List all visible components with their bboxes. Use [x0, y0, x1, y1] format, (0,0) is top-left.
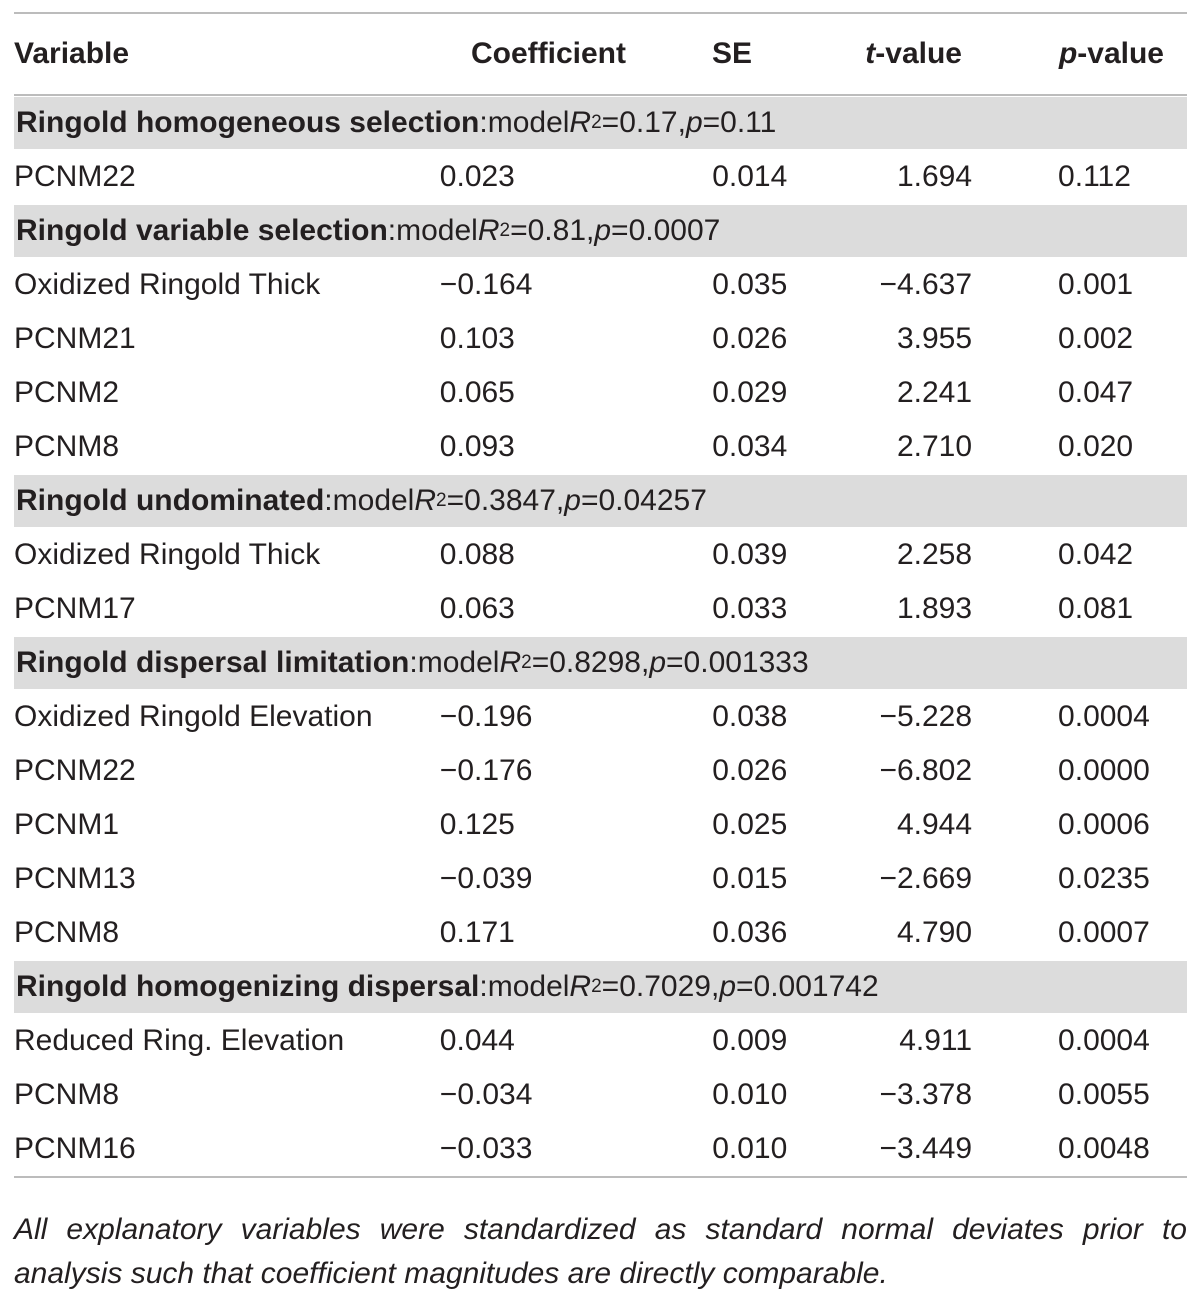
cell-p-value: 0.0235: [1058, 862, 1150, 895]
cell-variable: Reduced Ring. Elevation: [14, 1024, 345, 1057]
table-body: [14, 97, 1187, 1176]
cell-t-value: 1.893: [896, 592, 973, 625]
table-row: [14, 690, 1187, 744]
cell-se: 0.038: [712, 700, 788, 733]
table-row: [14, 258, 1187, 312]
cell-coefficient: 0.063: [439, 592, 515, 625]
r-squared-symbol: R: [414, 484, 437, 517]
cell-variable: PCNM13: [14, 862, 136, 895]
table-row: [14, 798, 1187, 852]
table-footnote: All explanatory variables were standardized as standard normal deviates prior to analysis such that coefficient magnitudes are directly comparable.: [14, 1213, 1187, 1290]
cell-se: 0.014: [712, 160, 788, 193]
group-r-squared: 0.81: [527, 214, 586, 247]
cell-t-value: −2.669: [879, 862, 973, 895]
cell-t-value: 1.694: [896, 160, 973, 193]
group-p-value: 0.001333: [683, 646, 809, 679]
cell-t-value: 3.955: [896, 322, 973, 355]
r-squared-symbol: R: [569, 106, 592, 139]
group-name: Ringold homogenizing dispersal: [16, 970, 480, 1003]
table-row: [14, 528, 1187, 582]
cell-coefficient: 0.044: [439, 1024, 515, 1057]
table-row: [14, 744, 1187, 798]
model-label: model: [332, 484, 415, 517]
model-label: model: [487, 106, 570, 139]
table-row: [14, 1068, 1187, 1122]
cell-t-value: −6.802: [879, 754, 973, 787]
cell-coefficient: −0.176: [439, 754, 533, 787]
table-row: [14, 1014, 1187, 1068]
cell-se: 0.039: [712, 538, 788, 571]
r-squared-symbol: R: [569, 970, 592, 1003]
cell-variable: Oxidized Ringold Thick: [14, 268, 321, 301]
cell-p-value: 0.0000: [1058, 754, 1150, 787]
cell-p-value: 0.112: [1058, 160, 1131, 193]
cell-p-value: 0.047: [1058, 376, 1134, 409]
cell-t-value: 2.258: [896, 538, 973, 571]
group-p-value: 0.0007: [628, 214, 721, 247]
cell-variable: Oxidized Ringold Elevation: [14, 700, 373, 733]
header-t-symbol: t: [865, 37, 876, 70]
cell-p-value: 0.001: [1058, 268, 1134, 301]
cell-p-value: 0.042: [1058, 538, 1134, 571]
cell-coefficient: 0.103: [439, 322, 515, 355]
group-name: Ringold homogeneous selection: [16, 106, 480, 139]
cell-t-value: −4.637: [879, 268, 973, 301]
table-row: [14, 150, 1187, 204]
cell-t-value: 4.911: [899, 1024, 973, 1057]
cell-p-value: 0.0004: [1058, 1024, 1150, 1057]
group-header-row: Ringold homogenizing dispersal : model R 2 = 0.7029 , p = 0.001742: [14, 961, 1187, 1013]
table-row: [14, 852, 1187, 906]
p-symbol: p: [594, 214, 612, 247]
cell-se: 0.025: [712, 808, 788, 841]
cell-variable: PCNM21: [14, 322, 136, 355]
cell-se: 0.010: [712, 1078, 788, 1111]
cell-coefficient: −0.034: [439, 1078, 533, 1111]
group-header-row: Ringold variable selection : model R 2 = 0.81 , p = 0.0007: [14, 205, 1187, 257]
p-symbol: p: [649, 646, 667, 679]
cell-t-value: 4.944: [896, 808, 973, 841]
header-coefficient: Coefficient: [470, 37, 626, 70]
cell-coefficient: 0.023: [439, 160, 515, 193]
group-p-value: 0.11: [720, 106, 777, 139]
header-p-symbol: p: [1058, 37, 1078, 70]
cell-se: 0.026: [712, 322, 788, 355]
cell-coefficient: −0.164: [439, 268, 533, 301]
cell-se: 0.026: [712, 754, 788, 787]
cell-p-value: 0.0055: [1058, 1078, 1150, 1111]
cell-variable: PCNM8: [14, 1078, 120, 1111]
table-row: [14, 582, 1187, 636]
group-r-squared: 0.3847: [464, 484, 556, 517]
header-t-suffix: -value: [875, 37, 962, 70]
table-row: [14, 366, 1187, 420]
group-r-squared: 0.7029: [619, 970, 711, 1003]
cell-variable: PCNM1: [14, 808, 120, 841]
header-p-suffix: -value: [1077, 37, 1164, 70]
group-p-value: 0.04257: [598, 484, 707, 517]
cell-t-value: 2.710: [896, 430, 973, 463]
cell-se: 0.035: [712, 268, 788, 301]
cell-p-value: 0.0004: [1058, 700, 1150, 733]
header-t-value: [752, 37, 962, 71]
cell-coefficient: −0.039: [439, 862, 533, 895]
model-label: model: [487, 970, 570, 1003]
group-name: Ringold variable selection: [16, 214, 388, 247]
group-header-row: Ringold undominated : model R 2 = 0.3847 , p = 0.04257: [14, 475, 1187, 527]
cell-p-value: 0.020: [1058, 430, 1134, 463]
model-label: model: [396, 214, 478, 247]
group-name: Ringold undominated: [16, 484, 325, 517]
cell-t-value: −3.449: [879, 1132, 973, 1165]
cell-se: 0.034: [712, 430, 788, 463]
cell-se: 0.029: [712, 376, 788, 409]
cell-coefficient: 0.065: [439, 376, 515, 409]
header-p-value: [962, 37, 1164, 71]
cell-se: 0.009: [712, 1024, 788, 1057]
table-bottom-rule: [14, 1176, 1187, 1178]
p-symbol: p: [719, 970, 736, 1003]
cell-variable: PCNM16: [14, 1132, 136, 1165]
cell-variable: Oxidized Ringold Thick: [14, 538, 321, 571]
group-p-value: 0.001742: [753, 970, 879, 1003]
group-r-squared: 0.8298: [549, 646, 641, 679]
cell-p-value: 0.002: [1058, 322, 1134, 355]
table-row: [14, 420, 1187, 474]
cell-p-value: 0.081: [1058, 592, 1134, 625]
cell-variable: PCNM2: [14, 376, 120, 409]
cell-t-value: 2.241: [896, 376, 973, 409]
cell-p-value: 0.0048: [1058, 1132, 1150, 1165]
r-squared-symbol: R: [477, 214, 500, 247]
table-header-row: [14, 14, 1187, 94]
cell-variable: PCNM8: [14, 916, 120, 949]
header-se: SE: [711, 37, 752, 70]
cell-p-value: 0.0007: [1058, 916, 1150, 949]
cell-coefficient: 0.171: [439, 916, 515, 949]
table-row: [14, 312, 1187, 366]
r-squared-symbol: R: [499, 646, 522, 679]
cell-se: 0.015: [712, 862, 788, 895]
model-label: model: [417, 646, 500, 679]
cell-se: 0.036: [712, 916, 788, 949]
cell-coefficient: 0.093: [439, 430, 515, 463]
p-symbol: p: [685, 106, 703, 139]
group-r-squared: 0.17: [619, 106, 678, 139]
cell-coefficient: 0.088: [439, 538, 515, 571]
cell-variable: PCNM17: [14, 592, 136, 625]
p-symbol: p: [564, 484, 581, 517]
table-row: [14, 906, 1187, 960]
cell-p-value: 0.0006: [1058, 808, 1150, 841]
group-header-row: Ringold dispersal limitation : model R 2 = 0.8298 , p = 0.001333: [14, 637, 1187, 689]
cell-variable: PCNM22: [14, 160, 136, 193]
table-header-rule: [14, 94, 1187, 96]
cell-variable: PCNM22: [14, 754, 136, 787]
cell-se: 0.010: [712, 1132, 788, 1165]
cell-variable: PCNM8: [14, 430, 120, 463]
cell-coefficient: −0.196: [439, 700, 533, 733]
cell-t-value: −5.228: [879, 700, 973, 733]
table-row: [14, 1122, 1187, 1176]
group-name: Ringold dispersal limitation: [16, 646, 410, 679]
cell-t-value: 4.790: [896, 916, 973, 949]
group-header-row: Ringold homogeneous selection : model R 2 = 0.17 , p = 0.11: [14, 97, 1187, 149]
header-variable: Variable: [14, 37, 130, 70]
cell-se: 0.033: [712, 592, 788, 625]
cell-t-value: −3.378: [879, 1078, 973, 1111]
cell-coefficient: 0.125: [439, 808, 515, 841]
regression-table: [14, 12, 1187, 1178]
cell-coefficient: −0.033: [439, 1132, 533, 1165]
